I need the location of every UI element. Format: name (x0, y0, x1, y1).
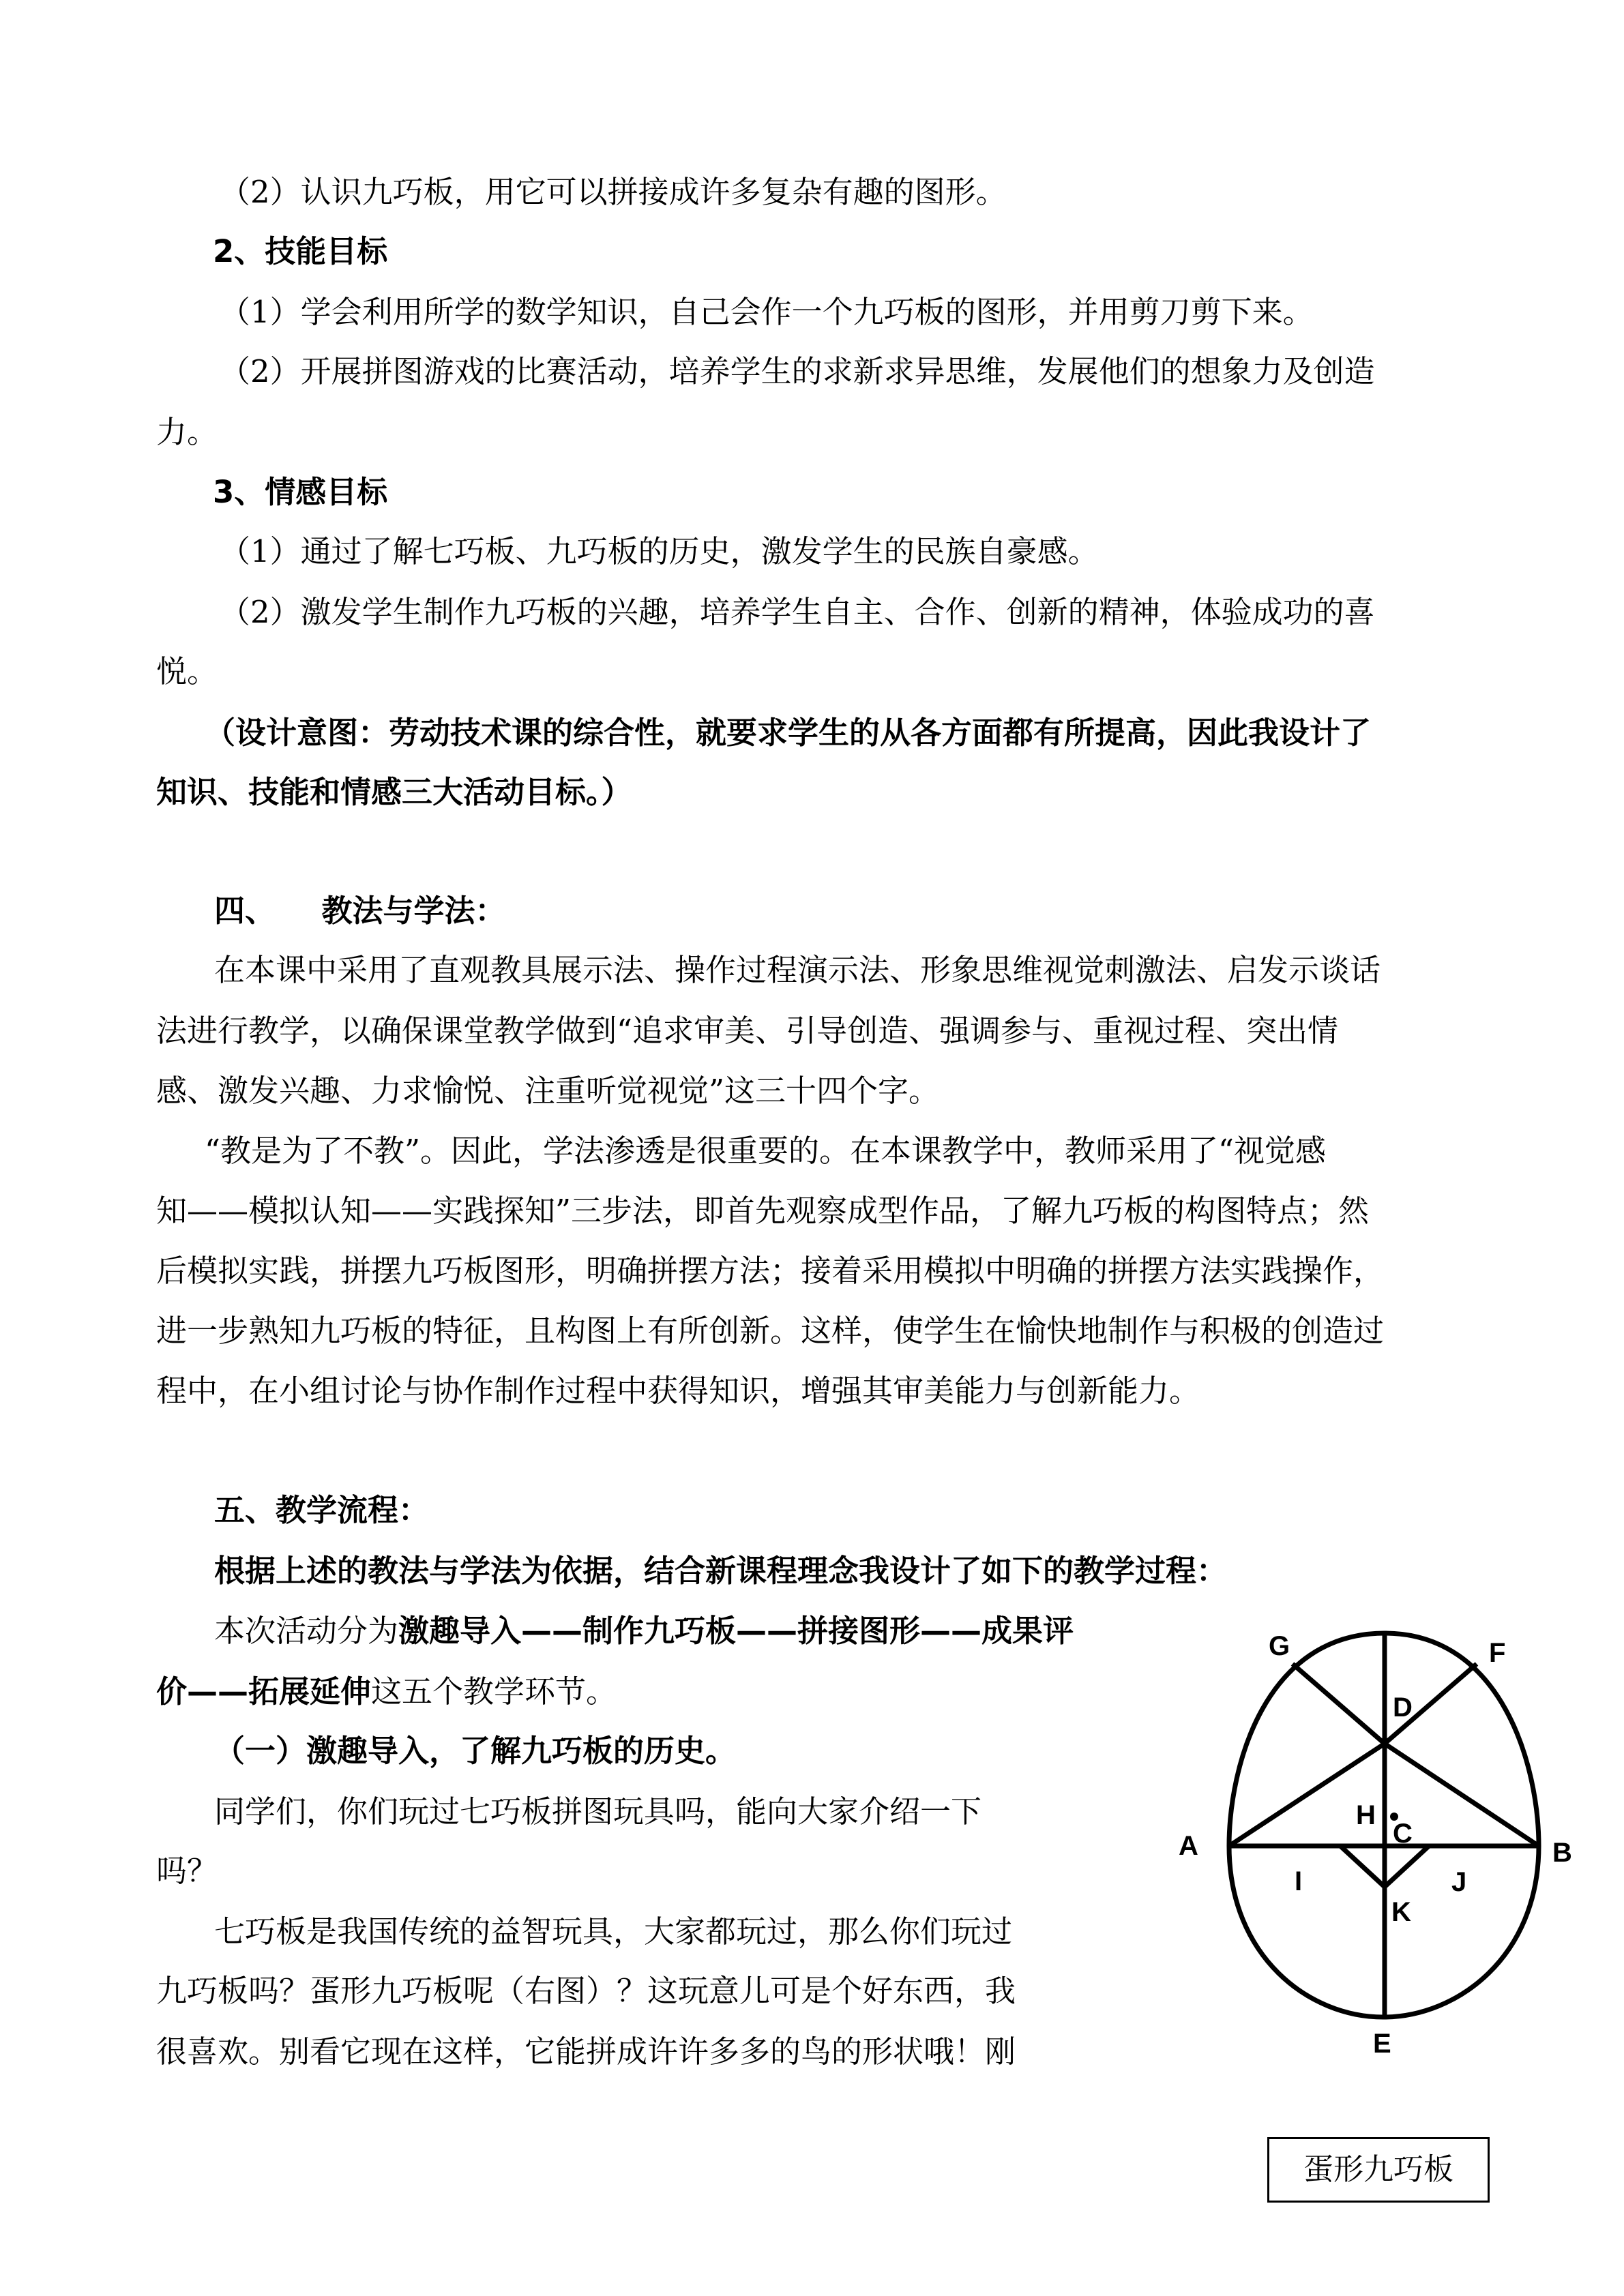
design-intent-line-1: （设计意图：劳动技术课的综合性，就要求学生的从各方面都有所提高，因此我设计了 (205, 715, 1372, 751)
emotion-item-1: （1）通过了解七巧板、九巧板的历史，激发学生的民族自豪感。 (220, 533, 1099, 569)
label-b: B (1552, 1838, 1572, 1868)
flow-suffix: 这五个教学环节。 (371, 1673, 617, 1710)
sub1-p1-line-2: 吗？ (156, 1853, 218, 1889)
section4-p2-line-1: “教是为了不教”。因此，学法渗透是很重要的。在本课教学中，教师采用了“视觉感 (205, 1133, 1327, 1169)
sub1-heading: （一）激趣导入，了解九巧板的历史。 (214, 1733, 737, 1769)
sub1-p2-line-3: 很喜欢。别看它现在这样，它能拼成许许多多的鸟的形状哦！刚 (156, 2033, 1016, 2070)
section4-p1-line-3: 感、激发兴趣、力求愉悦、注重听觉视觉”这三十四个字。 (156, 1073, 940, 1109)
sub1-p2-line-2: 九巧板吗？蛋形九巧板呢（右图）？这玩意儿可是个好东西，我 (156, 1973, 1016, 2009)
skill-item-2-line-1: （2）开展拼图游戏的比赛活动，培养学生的求新求异思维，发展他们的想象力及创造 (220, 353, 1375, 389)
section4-p2-line-5: 程中，在小组讨论与协作制作过程中获得知识，增强其审美能力与创新能力。 (156, 1373, 1200, 1409)
skill-item-2-line-2: 力。 (156, 414, 218, 450)
line-k-j (1385, 1846, 1429, 1887)
egg-puzzle-diagram (1166, 1616, 1610, 2053)
label-d: D (1393, 1693, 1413, 1723)
section5-heading: 五、教学流程： (214, 1492, 430, 1528)
emotion-item-2-line-2: 悦。 (156, 653, 218, 689)
section4-p1-line-2: 法进行教学，以确保课堂教学做到“追求审美、引导创造、强调参与、重视过程、突出情 (156, 1013, 1339, 1049)
skill-item-1: （1）学会利用所学的数学知识，自己会作一个九巧板的图形，并用剪刀剪下来。 (220, 294, 1314, 330)
figure-caption: 蛋形九巧板 (1267, 2137, 1490, 2203)
label-f: F (1489, 1638, 1506, 1668)
knowledge-item-2: （2）认识九巧板，用它可以拼接成许多复杂有趣的图形。 (220, 174, 1007, 210)
line-i-k (1340, 1846, 1385, 1887)
label-k: K (1391, 1897, 1411, 1927)
chord-g-d (1293, 1664, 1385, 1744)
emotion-heading: 3、情感目标 (213, 474, 388, 510)
section5-intro: 根据上述的教法与学法为依据，结合新课程理念我设计了如下的教学过程： (214, 1553, 1228, 1589)
label-c: C (1393, 1819, 1413, 1849)
emotion-item-2-line-1: （2）激发学生制作九巧板的兴趣，培养学生自主、合作、创新的精神，体验成功的喜 (220, 594, 1375, 630)
flow-steps-part-2: 价——拓展延伸 (156, 1673, 372, 1710)
design-intent-line-2: 知识、技能和情感三大活动目标。） (156, 774, 632, 810)
label-h: H (1356, 1800, 1376, 1830)
line-a-d (1229, 1744, 1385, 1846)
skill-heading: 2、技能目标 (213, 233, 388, 269)
section4-p2-line-2: 知——模拟认知——实践探知”三步法，即首先观察成型作品，了解九巧板的构图特点；然 (156, 1193, 1370, 1229)
label-i: I (1295, 1866, 1303, 1896)
section4-p2-line-4: 进一步熟知九巧板的特征，且构图上有所创新。这样，使学生在愉快地制作与积极的创造过 (156, 1313, 1385, 1349)
label-g: G (1269, 1631, 1290, 1661)
label-j: J (1451, 1867, 1467, 1897)
section4-p1-line-1: 在本课中采用了直观教具展示法、操作过程演示法、形象思维视觉刺激法、启发示谈话 (214, 952, 1381, 988)
sub1-p2-line-1: 七巧板是我国传统的益智玩具，大家都玩过，那么你们玩过 (214, 1913, 1013, 1950)
section4-heading: 四、 教法与学法： (214, 893, 506, 929)
sub1-p1-line-1: 同学们，你们玩过七巧板拼图玩具吗，能向大家介绍一下 (214, 1793, 982, 1830)
label-e: E (1373, 2029, 1391, 2053)
flow-steps-part-1: 激趣导入——制作九巧板——拼接图形——成果评 (398, 1613, 1074, 1649)
label-a: A (1179, 1831, 1198, 1861)
flow-line-1 (214, 1611, 1074, 1652)
section4-p2-line-3: 后模拟实践，拼摆九巧板图形，明确拼摆方法；接着采用模拟中明确的拼摆方法实践操作， (156, 1253, 1385, 1289)
flow-line-2 (156, 1671, 617, 1712)
flow-prefix: 本次活动分为 (214, 1613, 399, 1649)
